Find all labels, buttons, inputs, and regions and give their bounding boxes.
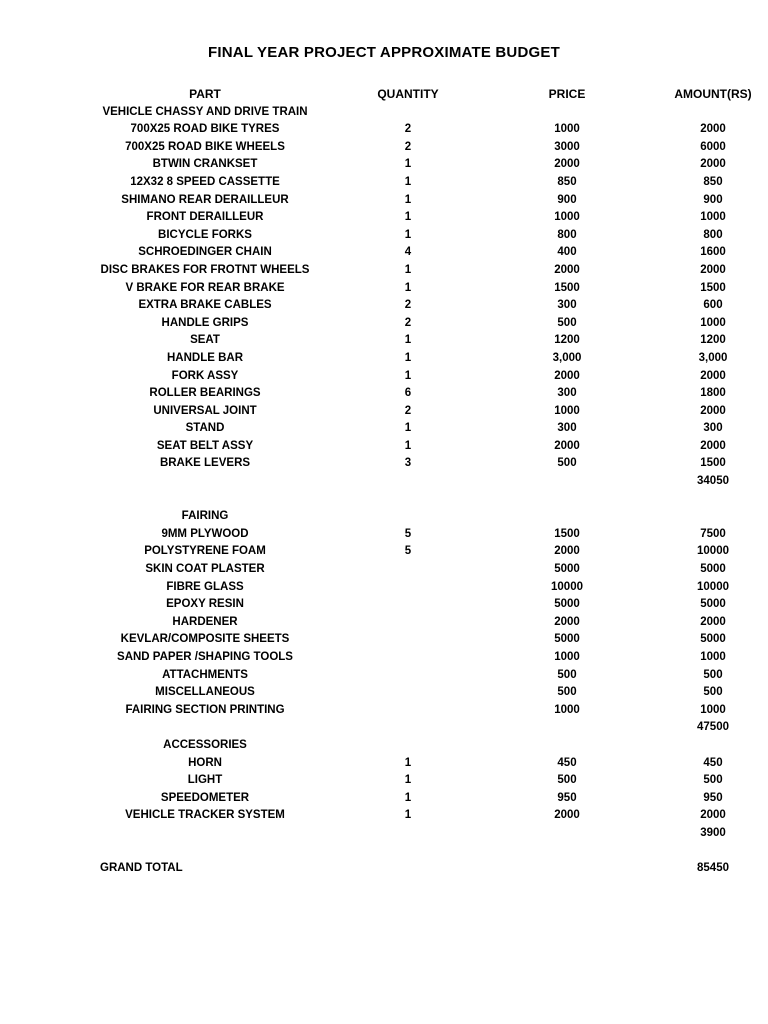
cell-part: HORN	[188, 756, 222, 769]
cell-price: 2000	[554, 158, 580, 171]
cell-price: 500	[557, 316, 577, 329]
cell-qty: 5	[404, 545, 412, 558]
table-row	[0, 702, 768, 720]
cell-amount: 1500	[700, 281, 726, 294]
cell-part: V BRAKE FOR REAR BRAKE	[125, 281, 285, 294]
cell-price: 2000	[554, 369, 580, 382]
table-row	[0, 121, 768, 139]
table-row	[0, 350, 768, 368]
cell-amount: 1000	[700, 651, 726, 663]
cell-amount: 450	[703, 756, 723, 769]
table-row	[0, 280, 768, 298]
cell-amount: 600	[703, 299, 723, 312]
header-price: PRICE	[548, 87, 586, 101]
cell-amount: 5000	[700, 598, 726, 611]
table-row	[0, 543, 768, 561]
cell-price: 500	[557, 668, 577, 681]
cell-part: SEAT BELT ASSY	[156, 439, 254, 452]
cell-part: HARDENER	[172, 615, 238, 628]
spacer-row	[0, 843, 768, 861]
cell-amount: 500	[703, 774, 723, 787]
cell-qty: 2	[404, 316, 412, 329]
table-row	[0, 297, 768, 315]
cell-qty: 1	[404, 422, 412, 435]
subtotal-chassis: 34050	[697, 475, 729, 488]
table-row	[0, 438, 768, 456]
cell-price: 2000	[554, 809, 580, 822]
cell-price: 2000	[554, 439, 580, 452]
cell-price: 950	[557, 791, 577, 804]
cell-price: 1000	[554, 404, 580, 417]
cell-part: HANDLE BAR	[166, 351, 244, 364]
table-row	[0, 790, 768, 808]
cell-amount: 5000	[700, 563, 726, 576]
grand-total-row	[0, 860, 768, 878]
budget-table	[0, 86, 768, 878]
table-row	[0, 368, 768, 386]
cell-amount: 800	[703, 228, 723, 241]
cell-part: STAND	[185, 422, 225, 435]
cell-qty: 1	[404, 158, 412, 171]
cell-amount: 500	[703, 686, 723, 699]
cell-amount: 2000	[700, 263, 726, 276]
table-row	[0, 755, 768, 773]
header-quantity: QUANTITY	[377, 87, 439, 101]
cell-price: 450	[557, 756, 577, 769]
cell-part: VEHICLE TRACKER SYSTEM	[125, 809, 285, 822]
cell-amount: 10000	[697, 580, 729, 593]
header-part: PART	[189, 87, 221, 101]
cell-part: BRAKE LEVERS	[159, 457, 251, 470]
cell-amount: 1800	[700, 387, 726, 400]
cell-price: 1000	[554, 703, 580, 716]
cell-qty: 1	[404, 281, 412, 294]
cell-qty: 1	[404, 774, 412, 787]
table-row	[0, 579, 768, 597]
cell-qty: 1	[404, 351, 412, 364]
cell-qty: 1	[404, 193, 412, 206]
page-title: FINAL YEAR PROJECT APPROXIMATE BUDGET	[208, 44, 560, 61]
cell-price: 2000	[554, 545, 580, 558]
section-title-row	[0, 737, 768, 755]
header-amount: AMOUNT(RS)	[674, 87, 752, 101]
spacer-row	[0, 491, 768, 509]
cell-qty: 4	[404, 246, 412, 259]
cell-amount: 1600	[700, 246, 726, 259]
table-row	[0, 156, 768, 174]
cell-price: 1500	[554, 527, 580, 540]
cell-qty: 2	[404, 140, 412, 153]
cell-part: 9MM PLYWOOD	[161, 527, 249, 540]
cell-price: 10000	[551, 580, 583, 593]
cell-part: FORK ASSY	[171, 369, 239, 382]
cell-part: ATTACHMENTS	[162, 668, 248, 681]
table-row	[0, 667, 768, 685]
cell-part: EPOXY RESIN	[166, 598, 244, 611]
cell-part: 700X25 ROAD BIKE TYRES	[130, 123, 280, 136]
cell-qty: 6	[404, 387, 412, 400]
cell-amount: 2000	[700, 369, 726, 382]
subtotal-row	[0, 473, 768, 491]
cell-qty: 1	[404, 263, 412, 276]
cell-part: ROLLER BEARINGS	[149, 387, 261, 400]
cell-price: 900	[557, 193, 577, 206]
cell-part: BICYCLE FORKS	[158, 228, 252, 241]
table-row	[0, 332, 768, 350]
cell-qty: 5	[404, 527, 412, 540]
cell-amount: 850	[703, 175, 723, 188]
table-row	[0, 403, 768, 421]
table-header-row	[0, 86, 768, 104]
table-row	[0, 192, 768, 210]
cell-price: 5000	[554, 598, 580, 611]
table-row	[0, 631, 768, 649]
table-row	[0, 209, 768, 227]
cell-part: KEVLAR/COMPOSITE SHEETS	[120, 633, 290, 646]
cell-part: BTWIN CRANKSET	[152, 158, 258, 171]
cell-part: POLYSTYRENE FOAM	[144, 545, 266, 558]
cell-part: LIGHT	[187, 774, 223, 787]
cell-price: 500	[557, 686, 577, 699]
cell-price: 300	[557, 422, 577, 435]
cell-part: SPEEDOMETER	[160, 791, 250, 804]
cell-amount: 1200	[700, 334, 726, 347]
cell-price: 1500	[554, 281, 580, 294]
section-title-chassis: VEHICLE CHASSY AND DRIVE TRAIN	[102, 105, 308, 118]
cell-part: MISCELLANEOUS	[155, 686, 255, 699]
cell-qty: 1	[404, 791, 412, 804]
table-row	[0, 649, 768, 667]
cell-part: SCHROEDINGER CHAIN	[138, 246, 272, 259]
cell-amount: 300	[703, 422, 723, 435]
cell-price: 300	[557, 387, 577, 400]
cell-price: 5000	[554, 633, 580, 646]
subtotal-row	[0, 825, 768, 843]
cell-amount: 2000	[700, 158, 726, 171]
cell-amount: 900	[703, 193, 723, 206]
cell-qty: 1	[404, 439, 412, 452]
cell-price: 300	[557, 299, 577, 312]
cell-part: UNIVERSAL JOINT	[153, 404, 257, 417]
cell-part: 12X32 8 SPEED CASSETTE	[130, 175, 280, 188]
table-row	[0, 772, 768, 790]
cell-amount: 2000	[700, 809, 726, 822]
cell-amount: 2000	[700, 615, 726, 628]
cell-part: DISC BRAKES FOR FROTNT WHEELS	[100, 263, 310, 276]
table-row	[0, 139, 768, 157]
cell-amount: 6000	[700, 140, 726, 153]
cell-price: 2000	[554, 263, 580, 276]
cell-qty: 1	[404, 369, 412, 382]
cell-qty: 2	[404, 299, 412, 312]
table-row	[0, 315, 768, 333]
section-title-fairing: FAIRING	[181, 510, 229, 523]
section-title-row	[0, 104, 768, 122]
cell-price: 1000	[554, 211, 580, 224]
table-row	[0, 262, 768, 280]
table-row	[0, 385, 768, 403]
cell-price: 850	[557, 175, 577, 188]
cell-price: 1200	[554, 334, 580, 347]
subtotal-fairing: 47500	[697, 721, 729, 734]
table-row	[0, 174, 768, 192]
table-row	[0, 420, 768, 438]
table-row	[0, 596, 768, 614]
cell-qty: 2	[404, 404, 412, 417]
table-row	[0, 561, 768, 579]
grand-total-value: 85450	[697, 862, 729, 875]
cell-amount: 3,000	[698, 351, 728, 364]
cell-amount: 2000	[700, 439, 726, 452]
cell-price: 500	[557, 774, 577, 787]
cell-part: SKIN COAT PLASTER	[145, 563, 265, 576]
subtotal-row	[0, 719, 768, 737]
cell-qty: 1	[404, 228, 412, 241]
cell-part: FRONT DERAILLEUR	[146, 211, 264, 224]
table-row	[0, 684, 768, 702]
cell-price: 3,000	[552, 351, 582, 364]
cell-part: FAIRING SECTION PRINTING	[125, 703, 285, 716]
cell-part: FIBRE GLASS	[166, 580, 244, 593]
table-row	[0, 227, 768, 245]
cell-part: SAND PAPER /SHAPING TOOLS	[117, 651, 293, 663]
subtotal-accessories: 3900	[700, 826, 726, 839]
cell-amount: 1000	[700, 703, 726, 716]
cell-amount: 5000	[700, 633, 726, 646]
cell-part: SHIMANO REAR DERAILLEUR	[121, 193, 289, 206]
cell-qty: 3	[404, 457, 412, 470]
table-row	[0, 614, 768, 632]
table-row	[0, 244, 768, 262]
cell-part: SEAT	[190, 334, 220, 347]
cell-qty: 1	[404, 211, 412, 224]
cell-qty: 1	[404, 334, 412, 347]
section-title-accessories: ACCESSORIES	[163, 738, 247, 751]
cell-part: EXTRA BRAKE CABLES	[138, 299, 272, 312]
cell-amount: 1500	[700, 457, 726, 470]
cell-qty: 2	[404, 123, 412, 136]
cell-amount: 500	[703, 668, 723, 681]
cell-amount: 950	[703, 791, 723, 804]
cell-price: 5000	[554, 563, 580, 576]
cell-price: 1000	[554, 651, 580, 663]
cell-amount: 1000	[700, 316, 726, 329]
cell-price: 400	[557, 246, 577, 259]
cell-amount: 2000	[700, 404, 726, 417]
table-row	[0, 455, 768, 473]
cell-price: 2000	[554, 615, 580, 628]
cell-qty: 1	[404, 756, 412, 769]
cell-amount: 10000	[697, 545, 729, 558]
table-row	[0, 807, 768, 825]
cell-qty: 1	[404, 809, 412, 822]
cell-price: 500	[557, 457, 577, 470]
cell-price: 3000	[554, 140, 580, 153]
section-title-row	[0, 508, 768, 526]
cell-part: HANDLE GRIPS	[161, 316, 249, 329]
cell-price: 1000	[554, 123, 580, 136]
cell-amount: 1000	[700, 211, 726, 224]
grand-total-label: GRAND TOTAL	[100, 862, 183, 875]
table-row	[0, 526, 768, 544]
cell-amount: 2000	[700, 123, 726, 136]
cell-part: 700X25 ROAD BIKE WHEELS	[125, 140, 285, 153]
cell-qty: 1	[404, 175, 412, 188]
cell-amount: 7500	[700, 527, 726, 540]
cell-price: 800	[557, 228, 577, 241]
